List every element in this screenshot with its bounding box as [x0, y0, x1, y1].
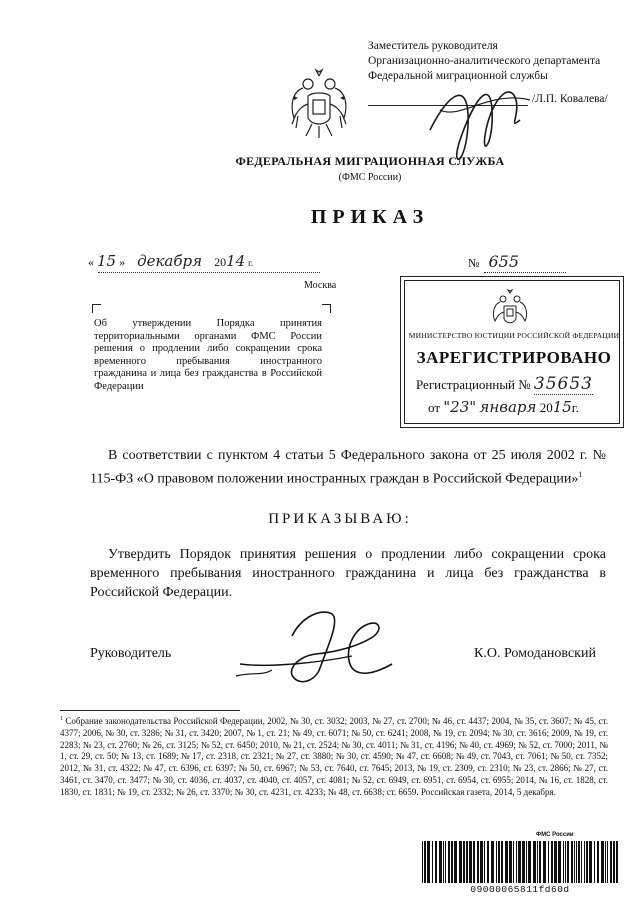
organization-name: ФЕДЕРАЛЬНАЯ МИГРАЦИОННАЯ СЛУЖБА — [235, 154, 505, 168]
barcode-bar — [445, 841, 446, 883]
barcode-number: 09000065811fd60d — [470, 884, 570, 895]
date-month: декабря — [137, 252, 203, 270]
barcode-bar — [581, 841, 582, 883]
approval-line: Организационно-аналитического департамента — [368, 55, 601, 67]
preamble-paragraph — [90, 446, 606, 489]
stamp-date-unit: г. — [571, 400, 579, 415]
stamp-reg-label: Регистрационный № — [416, 377, 531, 392]
order-subject: Об утверждении Порядка принятия территориальными органами ФМС России решения о продлении либо сокращении срока временного пребывания иностранного гражданина и лица без гражданства в Российской Федерации — [94, 318, 322, 392]
date-year-prefix: 20 — [214, 255, 227, 269]
barcode-bar — [459, 841, 462, 883]
barcode-bar — [469, 841, 472, 883]
barcode-bar — [498, 841, 500, 883]
footnote-mark: 1 — [60, 716, 63, 722]
barcode-bar — [526, 841, 527, 883]
barcode-bar — [576, 841, 577, 883]
barcode-bar — [448, 841, 450, 883]
barcode-bar — [558, 841, 561, 883]
barcode-bar — [439, 841, 442, 883]
barcode-bar — [543, 841, 546, 883]
barcode-bar — [601, 841, 604, 883]
barcode-bar — [522, 841, 525, 883]
number-underline — [484, 272, 566, 273]
double-headed-eagle-emblem-icon — [288, 66, 350, 144]
barcode-bar — [466, 841, 468, 883]
stamp-registration-date — [428, 398, 579, 416]
barcode-bar — [501, 841, 503, 883]
barcode-bar — [477, 841, 479, 883]
barcode-bar — [424, 841, 426, 883]
footnote-rule — [60, 710, 240, 711]
city: Москва — [304, 280, 337, 291]
subject-corner-left — [92, 304, 101, 313]
barcode-bar — [435, 841, 437, 883]
barcode-bar — [571, 841, 573, 883]
order-paragraph: Утвердить Порядок принятия решения о продлении либо сокращении срока временного пребывания иностранного гражданина и лица без гражданства в Российской Федерации. — [90, 547, 606, 600]
barcode-bar — [505, 841, 508, 883]
order-number — [468, 252, 519, 271]
stamp-emblem-icon — [490, 289, 530, 329]
barcode-bar — [473, 841, 475, 883]
order-word: ПРИКАЗЫВАЮ: — [268, 511, 412, 527]
barcode — [420, 841, 620, 885]
barcode-bar — [594, 841, 595, 883]
stamp-registered: ЗАРЕГИСТРИРОВАНО — [416, 348, 612, 367]
number-value: 655 — [488, 252, 519, 271]
stamp-registration-number — [416, 374, 593, 394]
date-open-quote: « — [88, 255, 94, 269]
barcode-bar — [586, 841, 588, 883]
footnote-text: Собрание законодательства Российской Федерации, 2002, № 30, ст. 3032; 2003, № 27, ст. 2700; № 46, ст. 4437; 2004, № 35, ст. 3607; № 45, ст. 4377; 2006, № 30, ст. 3286; № 31, ст. 3420; 2007, № 1, ст. 21; № 49, ст. 6071; № 50, ст. 6241; 2008, № 19, ст. 2094; № 30, ст. 3616; 2009, № 19, ст. 2283; № 23, ст. 2760; № 26, ст. 3125; № 52, ст. 6450; 2010, № 21, ст. 2524; № 30, ст. 4011; № 31, ст. 4196; № 40, ст. 4969; № 52, ст. 7000; 2011, № 1, ст. 29, ст. 50; № 13, ст. 1689; № 17, ст. 2318, ст. 2321; № 27, ст. 3880; № 30, ст. 4590; № 47, ст. 6608; № 49, ст. 7043, ст. 7061; № 50, ст. 7352; 2012, № 31, ст. 4322; № 47, ст. 6396, ст. 6397; № 50, ст. 6967; № 53, ст. 7640, ст. 7645; 2013, № 19, ст. 2309, ст. 2310; № 23, ст. 2866; № 27, ст. 3461, ст. 3470, ст. 3477; № 30, ст. 4036, ст. 4037, ст. 4040, ст. 4057, ст. 4081; № 52, ст. 6949, ст. 6951, ст. 6954, ст. 6955; 2014, № 16, ст. 1828, ст. 1830, ст. 1831; № 19, ст. 2332; № 26, ст. 3370; № 30, ст. 4231, ст. 4233; № 48, ст. 6638; ст. 6659. Российская газета, 2014, 5 декабря. — [60, 716, 608, 797]
barcode-bar — [432, 841, 433, 883]
head-signature-scribble — [232, 606, 402, 690]
barcode-bar — [427, 841, 430, 883]
barcode-bar — [565, 841, 566, 883]
barcode-bar — [607, 841, 608, 883]
barcode-bar — [548, 841, 549, 883]
stamp-date-year-prefix: 20 — [539, 400, 553, 415]
signatory-role: Руководитель — [90, 646, 172, 661]
date-underline — [98, 272, 320, 273]
barcode-bar — [563, 841, 564, 883]
barcode-bar — [533, 841, 536, 883]
stamp-ministry: МИНИСТЕРСТВО ЮСТИЦИИ РОССИЙСКОЙ ФЕДЕРАЦИИ — [408, 331, 620, 340]
number-sign: № — [468, 256, 480, 270]
barcode-bar — [616, 841, 618, 883]
preamble-text: В соответствии с пунктом 4 статьи 5 Федерального закона от 25 июля 2002 г. № 115-ФЗ «О правовом положении иностранных граждан в Российской Федерации» — [90, 448, 606, 487]
barcode-bar — [496, 841, 497, 883]
approval-line: Заместитель руководителя — [368, 40, 498, 52]
approval-line: Федеральной миграционной службы — [368, 70, 548, 82]
barcode-bar — [567, 841, 569, 883]
barcode-bar — [454, 841, 457, 883]
barcode-bar — [463, 841, 465, 883]
barcode-bar — [518, 841, 521, 883]
barcode-bar — [551, 841, 553, 883]
barcode-bar — [516, 841, 517, 883]
barcode-bar — [509, 841, 512, 883]
date-year-unit: г. — [248, 258, 254, 268]
barcode-bar — [597, 841, 599, 883]
barcode-bar — [589, 841, 592, 883]
date-year-suffix: 14 — [226, 252, 246, 270]
barcode-bar — [610, 841, 612, 883]
footnote — [60, 714, 608, 799]
stamp-date-day: "23" — [443, 398, 477, 416]
stamp-date-prefix: от — [428, 400, 441, 415]
footnote-reference: 1 — [578, 470, 583, 479]
barcode-bar — [528, 841, 531, 883]
stamp-reg-number: 35653 — [533, 374, 594, 394]
barcode-bar — [487, 841, 489, 883]
barcode-bar — [584, 841, 585, 883]
date-day: 15 — [97, 252, 117, 270]
approval-name: /Л.П. Ковалева/ — [532, 93, 608, 105]
stamp-date-month: января — [479, 398, 537, 416]
order-date — [88, 252, 253, 270]
date-close-quote: » — [119, 255, 126, 269]
barcode-bar — [605, 841, 606, 883]
barcode-bar — [480, 841, 483, 883]
barcode-bar — [422, 841, 423, 883]
subject-corner-right — [322, 304, 331, 313]
barcode-bar — [554, 841, 557, 883]
barcode-bar — [491, 841, 494, 883]
barcode-bar — [613, 841, 615, 883]
barcode-bar — [513, 841, 514, 883]
barcode-bar — [537, 841, 538, 883]
barcode-bar — [539, 841, 541, 883]
barcode-bar — [578, 841, 580, 883]
barcode-label: ФМС России — [536, 832, 574, 838]
stamp-date-year: 15 — [552, 398, 572, 416]
document-title: ПРИКАЗ — [310, 206, 430, 228]
barcode-bar — [443, 841, 444, 883]
signatory-name: К.О. Ромодановский — [474, 646, 596, 661]
organization-short-name: (ФМС России) — [338, 172, 402, 183]
barcode-bar — [451, 841, 453, 883]
barcode-bar — [574, 841, 575, 883]
barcode-bar — [484, 841, 485, 883]
